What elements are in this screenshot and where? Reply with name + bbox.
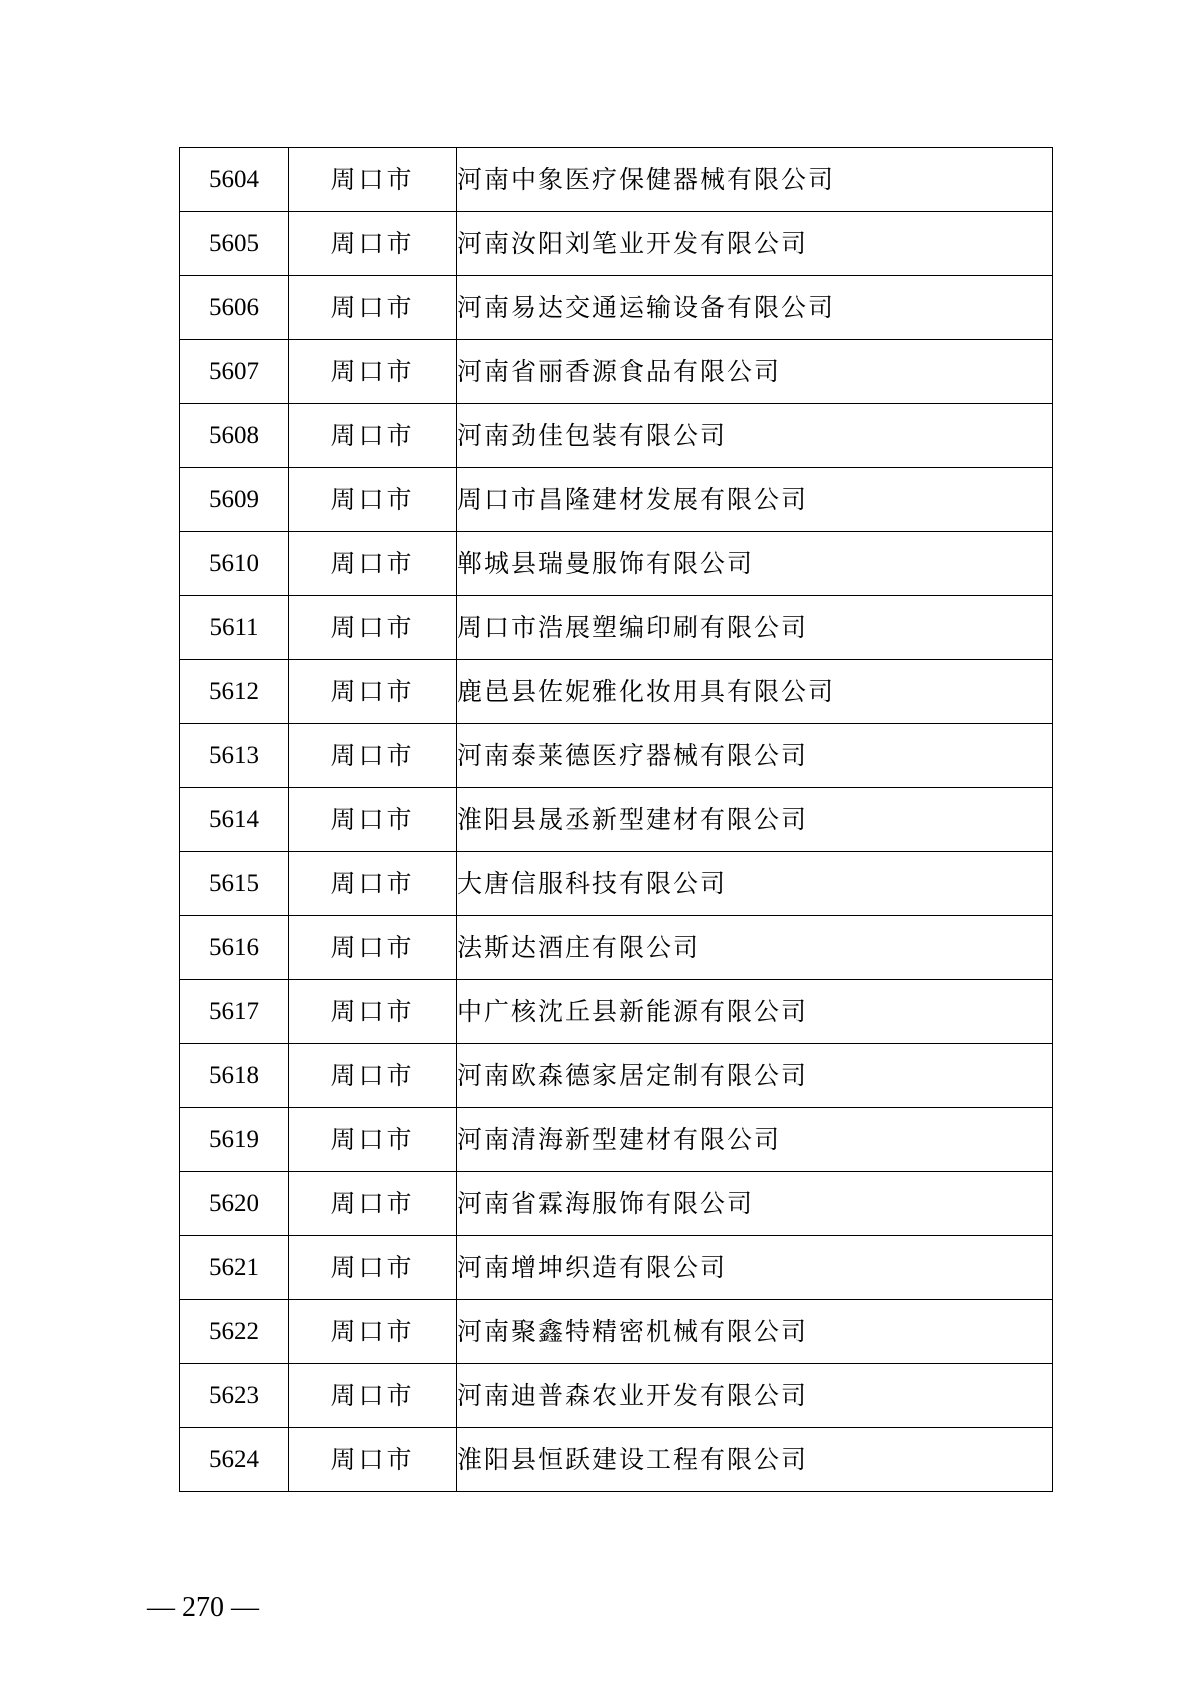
company-name-cell: 河南泰莱德医疗器械有限公司 [457,724,1053,788]
row-number-cell: 5616 [180,916,289,980]
city-cell: 周口市 [289,724,457,788]
company-name-cell: 河南欧森德家居定制有限公司 [457,1044,1053,1108]
table-row [180,340,1053,404]
table-row [180,916,1053,980]
row-number-cell: 5613 [180,724,289,788]
table-body [180,148,1053,1492]
company-name-cell: 中广核沈丘县新能源有限公司 [457,980,1053,1044]
city-cell: 周口市 [289,340,457,404]
city-cell: 周口市 [289,852,457,916]
row-number-cell: 5615 [180,852,289,916]
company-name-cell: 河南汝阳刘笔业开发有限公司 [457,212,1053,276]
city-cell: 周口市 [289,1300,457,1364]
company-name-cell: 河南省丽香源食品有限公司 [457,340,1053,404]
company-name-cell: 河南易达交通运输设备有限公司 [457,276,1053,340]
table-row [180,852,1053,916]
table-row [180,1428,1053,1492]
company-name-cell: 河南中象医疗保健器械有限公司 [457,148,1053,212]
table-row [180,148,1053,212]
row-number-cell: 5610 [180,532,289,596]
city-cell: 周口市 [289,276,457,340]
table-row [180,212,1053,276]
row-number-cell: 5618 [180,1044,289,1108]
table-row [180,660,1053,724]
page-number: — 270 — [147,1592,259,1623]
company-name-cell: 河南劲佳包装有限公司 [457,404,1053,468]
city-cell: 周口市 [289,1364,457,1428]
company-name-cell: 河南增坤织造有限公司 [457,1236,1053,1300]
city-cell: 周口市 [289,1108,457,1172]
table-row [180,1364,1053,1428]
table-row [180,1300,1053,1364]
company-name-cell: 淮阳县晟丞新型建材有限公司 [457,788,1053,852]
city-cell: 周口市 [289,468,457,532]
company-list-table [179,147,1053,1492]
company-name-cell: 淮阳县恒跃建设工程有限公司 [457,1428,1053,1492]
company-name-cell: 大唐信服科技有限公司 [457,852,1053,916]
row-number-cell: 5611 [180,596,289,660]
city-cell: 周口市 [289,404,457,468]
company-name-cell: 河南省霖海服饰有限公司 [457,1172,1053,1236]
row-number-cell: 5617 [180,980,289,1044]
table-row [180,724,1053,788]
city-cell: 周口市 [289,1044,457,1108]
row-number-cell: 5622 [180,1300,289,1364]
city-cell: 周口市 [289,212,457,276]
city-cell: 周口市 [289,916,457,980]
table-row [180,1236,1053,1300]
company-name-cell: 河南聚鑫特精密机械有限公司 [457,1300,1053,1364]
table-row [180,980,1053,1044]
row-number-cell: 5607 [180,340,289,404]
table-row [180,1044,1053,1108]
company-name-cell: 郸城县瑞曼服饰有限公司 [457,532,1053,596]
row-number-cell: 5608 [180,404,289,468]
city-cell: 周口市 [289,532,457,596]
row-number-cell: 5620 [180,1172,289,1236]
table-row [180,276,1053,340]
company-name-cell: 周口市浩展塑编印刷有限公司 [457,596,1053,660]
table-row [180,1172,1053,1236]
row-number-cell: 5621 [180,1236,289,1300]
city-cell: 周口市 [289,1236,457,1300]
city-cell: 周口市 [289,1172,457,1236]
company-name-cell: 周口市昌隆建材发展有限公司 [457,468,1053,532]
table-row [180,1108,1053,1172]
row-number-cell: 5614 [180,788,289,852]
row-number-cell: 5619 [180,1108,289,1172]
company-name-cell: 法斯达酒庄有限公司 [457,916,1053,980]
table-row [180,468,1053,532]
row-number-cell: 5623 [180,1364,289,1428]
city-cell: 周口市 [289,980,457,1044]
table-row [180,532,1053,596]
city-cell: 周口市 [289,596,457,660]
row-number-cell: 5606 [180,276,289,340]
table-row [180,404,1053,468]
row-number-cell: 5605 [180,212,289,276]
company-name-cell: 河南迪普森农业开发有限公司 [457,1364,1053,1428]
row-number-cell: 5609 [180,468,289,532]
row-number-cell: 5604 [180,148,289,212]
row-number-cell: 5624 [180,1428,289,1492]
city-cell: 周口市 [289,788,457,852]
city-cell: 周口市 [289,660,457,724]
city-cell: 周口市 [289,1428,457,1492]
table-row [180,596,1053,660]
company-name-cell: 鹿邑县佐妮雅化妆用具有限公司 [457,660,1053,724]
row-number-cell: 5612 [180,660,289,724]
company-name-cell: 河南清海新型建材有限公司 [457,1108,1053,1172]
city-cell: 周口市 [289,148,457,212]
table-row [180,788,1053,852]
